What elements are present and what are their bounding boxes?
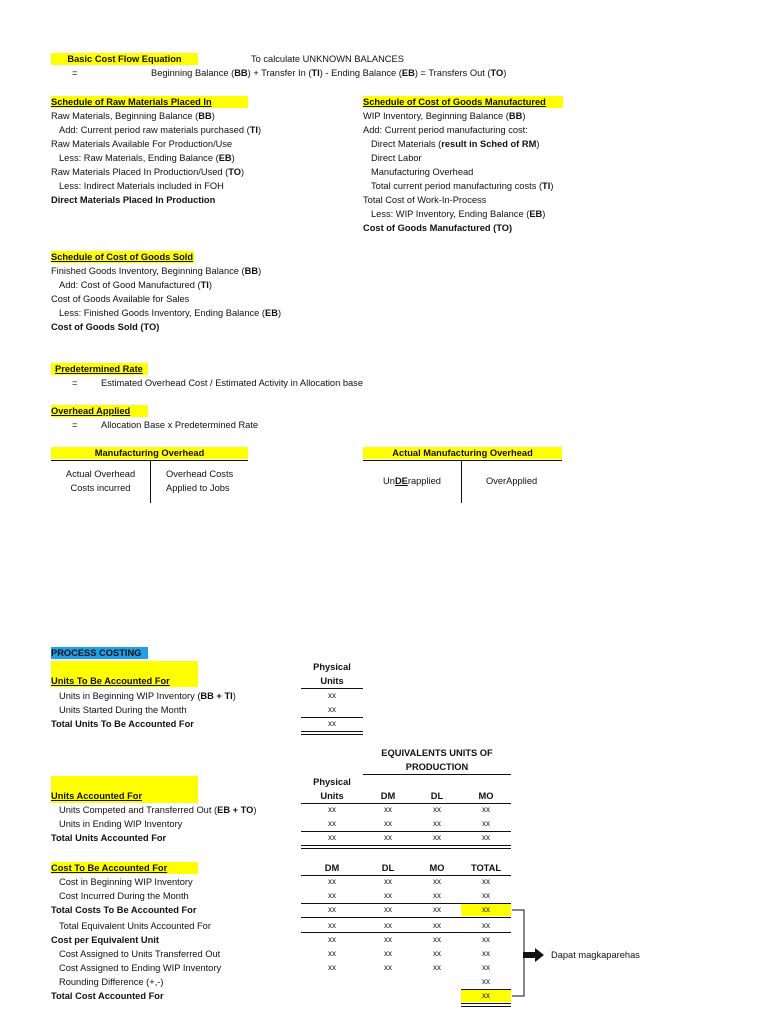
equiv-units-rule: [363, 774, 511, 775]
cost-accounted-cell: xx: [482, 905, 490, 914]
cost-accounted-cell: xx: [328, 949, 336, 958]
to-be-double-rule: [301, 731, 363, 735]
cogm-line-4: Direct Labor: [371, 153, 422, 163]
units-accounted-cell: xx: [328, 833, 336, 842]
rm-line-4: Less: Raw Materials, Ending Balance (EB): [59, 153, 235, 163]
acc-col-mo: MO: [478, 791, 494, 801]
cogm-line-6: Total current period manufacturing costs (TI): [371, 181, 554, 191]
cost-accounted-cell: xx: [433, 877, 441, 886]
cogs-line-2: Add: Cost of Good Manufactured (TI): [59, 280, 212, 290]
cost-double-rule: [461, 1003, 511, 1007]
cost-accounted-cell: xx: [482, 949, 490, 958]
cogs-line-4: Less: Finished Goods Inventory, Ending Balance (EB): [59, 308, 282, 318]
rm-line-5: Raw Materials Placed In Production/Used (TO): [51, 167, 245, 177]
cost-row-5: Cost per Equivalent Unit: [51, 935, 159, 945]
process-costing-title: PROCESS COSTING: [51, 647, 148, 659]
to-be-r2-xx: xx: [328, 705, 336, 714]
units-accounted-cell: xx: [482, 833, 490, 842]
cost-accounted-title: Cost To Be Accounted For: [51, 862, 198, 874]
cost-rule-d: [461, 989, 511, 990]
cost-accounted-cell: xx: [433, 921, 441, 930]
to-be-total: Total Units To Be Accounted For: [51, 719, 194, 729]
cost-accounted-cell: xx: [482, 963, 490, 972]
units-accounted-cell: xx: [328, 819, 336, 828]
mfg-overhead-left-1: Actual Overhead: [65, 469, 136, 479]
cost-row-9: Total Cost Accounted For: [51, 991, 164, 1001]
acc-physical-header-2: Units: [320, 791, 344, 801]
actual-overhead-top-rule: [363, 460, 562, 461]
cost-accounted-cell: xx: [328, 891, 336, 900]
units-accounted-cell: xx: [433, 819, 441, 828]
mfg-overhead-title: Manufacturing Overhead: [51, 447, 248, 459]
cost-accounted-cell: xx: [482, 921, 490, 930]
applied-formula: Allocation Base x Predetermined Rate: [101, 420, 259, 430]
acc-row-1: Units Competed and Transferred Out (EB + TO): [59, 805, 257, 815]
mfg-overhead-divider: [150, 460, 151, 503]
cost-row-3: Total Costs To Be Accounted For: [51, 905, 197, 915]
to-be-r1-xx: xx: [328, 691, 336, 700]
actual-overhead-right: OverApplied: [486, 476, 538, 486]
mfg-overhead-right-2: Applied to Jobs: [166, 483, 230, 493]
cost-accounted-cell: xx: [433, 949, 441, 958]
cost-row-6: Cost Assigned to Units Transferred Out: [59, 949, 221, 959]
actual-overhead-left: UnDErapplied: [383, 476, 441, 486]
applied-sign: =: [72, 420, 78, 430]
physical-units-header-2: Units: [320, 676, 344, 686]
predetermined-formula: Estimated Overhead Cost / Estimated Activity in Allocation base: [101, 378, 363, 388]
cogs-line-3: Cost of Goods Available for Sales: [51, 294, 190, 304]
cost-flow-purpose: To calculate UNKNOWN BALANCES: [251, 54, 404, 64]
cogm-line-5: Manufacturing Overhead: [371, 167, 474, 177]
cost-rule-a: [301, 903, 511, 904]
cost-flow-equation: Beginning Balance (BB) + Transfer In (TI) - Ending Balance (EB) = Transfers Out (TO): [151, 68, 507, 78]
actual-overhead-divider: [461, 460, 462, 503]
acc-physical-header-1: Physical: [313, 777, 351, 787]
acc-total: Total Units Accounted For: [51, 833, 167, 843]
cost-row-1: Cost in Beginning WIP Inventory: [59, 877, 193, 887]
units-accounted-cell: xx: [433, 833, 441, 842]
cost-accounted-cell: xx: [482, 991, 490, 1000]
units-accounted-cell: xx: [482, 805, 490, 814]
cogm-line-7: Total Cost of Work-In-Process: [363, 195, 487, 205]
actual-overhead-title: Actual Manufacturing Overhead: [363, 447, 562, 459]
equiv-units-header-1: EQUIVALENTS UNITS OF: [381, 748, 493, 758]
cogm-line-3: Direct Materials (result in Sched of RM): [371, 139, 540, 149]
matching-note: Dapat magkaparehas: [551, 950, 640, 960]
units-accounted-title: Units Accounted For: [51, 776, 198, 803]
mfg-overhead-right-1: Overhead Costs: [166, 469, 234, 479]
cost-col-dl: DL: [381, 863, 395, 873]
units-accounted-cell: xx: [384, 819, 392, 828]
rm-line-3: Raw Materials Available For Production/Use: [51, 139, 233, 149]
cogs-line-5: Cost of Goods Sold (TO): [51, 322, 160, 332]
physical-units-rule: [301, 688, 363, 689]
cost-accounted-cell: xx: [482, 891, 490, 900]
rm-line-6: Less: Indirect Materials included in FOH: [59, 181, 224, 191]
to-be-row-2: Units Started During the Month: [59, 705, 187, 715]
physical-units-header-1: Physical: [313, 662, 351, 672]
acc-double-rule: [301, 845, 511, 849]
equiv-units-header-2: PRODUCTION: [405, 762, 469, 772]
acc-subtotal-rule: [301, 831, 511, 832]
units-accounted-cell: xx: [384, 805, 392, 814]
units-accounted-cell: xx: [384, 833, 392, 842]
to-be-row-1: Units in Beginning WIP Inventory (BB + TI): [59, 691, 236, 701]
acc-col-dm: DM: [380, 791, 396, 801]
right-arrow-icon: [522, 948, 546, 962]
cost-accounted-cell: xx: [384, 877, 392, 886]
cost-accounted-cell: xx: [328, 963, 336, 972]
predetermined-title: Predetermined Rate: [51, 363, 148, 375]
cost-accounted-cell: xx: [328, 935, 336, 944]
cost-accounted-cell: xx: [384, 935, 392, 944]
cost-col-mo: MO: [429, 863, 445, 873]
cost-col-total: TOTAL: [470, 863, 502, 873]
cogs-title: Schedule of Cost of Goods Sold: [51, 252, 194, 262]
predetermined-sign: =: [72, 378, 78, 388]
mfg-overhead-left-2: Costs incurred: [70, 483, 131, 493]
cost-row-4: Total Equivalent Units Accounted For: [59, 921, 211, 931]
cost-accounted-cell: xx: [482, 977, 490, 986]
cost-row-2: Cost Incurred During the Month: [59, 891, 189, 901]
cost-row-8: Rounding Difference (+,-): [59, 977, 164, 987]
rm-line-1: Raw Materials, Beginning Balance (BB): [51, 111, 215, 121]
to-be-total-xx: xx: [328, 719, 336, 728]
cost-accounted-cell: xx: [482, 877, 490, 886]
cost-accounted-cell: xx: [433, 963, 441, 972]
cost-col-dm: DM: [324, 863, 340, 873]
cost-accounted-cell: xx: [384, 949, 392, 958]
cogm-line-1: WIP Inventory, Beginning Balance (BB): [363, 111, 526, 121]
cost-accounted-cell: xx: [384, 921, 392, 930]
rm-line-2: Add: Current period raw materials purchased (TI): [59, 125, 262, 135]
cost-rule-b: [301, 917, 511, 918]
units-accounted-cell: xx: [482, 819, 490, 828]
cost-accounted-cell: xx: [328, 877, 336, 886]
cogs-line-1: Finished Goods Inventory, Beginning Balance (BB): [51, 266, 262, 276]
acc-col-dl: DL: [430, 791, 444, 801]
cost-accounted-cell: xx: [328, 905, 336, 914]
cost-row-7: Cost Assigned to Ending WIP Inventory: [59, 963, 222, 973]
units-accounted-cell: xx: [328, 805, 336, 814]
units-to-be-accounted-title: Units To Be Accounted For: [51, 661, 198, 687]
cost-accounted-cell: xx: [433, 935, 441, 944]
cogm-line-2: Add: Current period manufacturing cost:: [363, 125, 528, 135]
rm-line-7: Direct Materials Placed In Production: [51, 195, 216, 205]
cost-flow-title: Basic Cost Flow Equation: [51, 53, 198, 65]
cogm-line-9: Cost of Goods Manufactured (TO): [363, 223, 513, 233]
overhead-applied-title: Overhead Applied: [51, 405, 148, 417]
cost-accounted-cell: xx: [384, 905, 392, 914]
cost-accounted-cell: xx: [433, 891, 441, 900]
cost-accounted-cell: xx: [482, 935, 490, 944]
cost-accounted-cell: xx: [384, 891, 392, 900]
cogm-line-8: Less: WIP Inventory, Ending Balance (EB): [371, 209, 546, 219]
cogm-title: Schedule of Cost of Goods Manufactured: [363, 96, 563, 108]
cost-flow-eq-sign: =: [72, 68, 78, 78]
raw-materials-title: Schedule of Raw Materials Placed In: [51, 96, 248, 108]
cost-rule-c: [301, 932, 511, 933]
cost-accounted-cell: xx: [328, 921, 336, 930]
units-accounted-cell: xx: [433, 805, 441, 814]
cost-accounted-cell: xx: [384, 963, 392, 972]
cost-accounted-cell: xx: [433, 905, 441, 914]
acc-row-2: Units in Ending WIP Inventory: [59, 819, 183, 829]
